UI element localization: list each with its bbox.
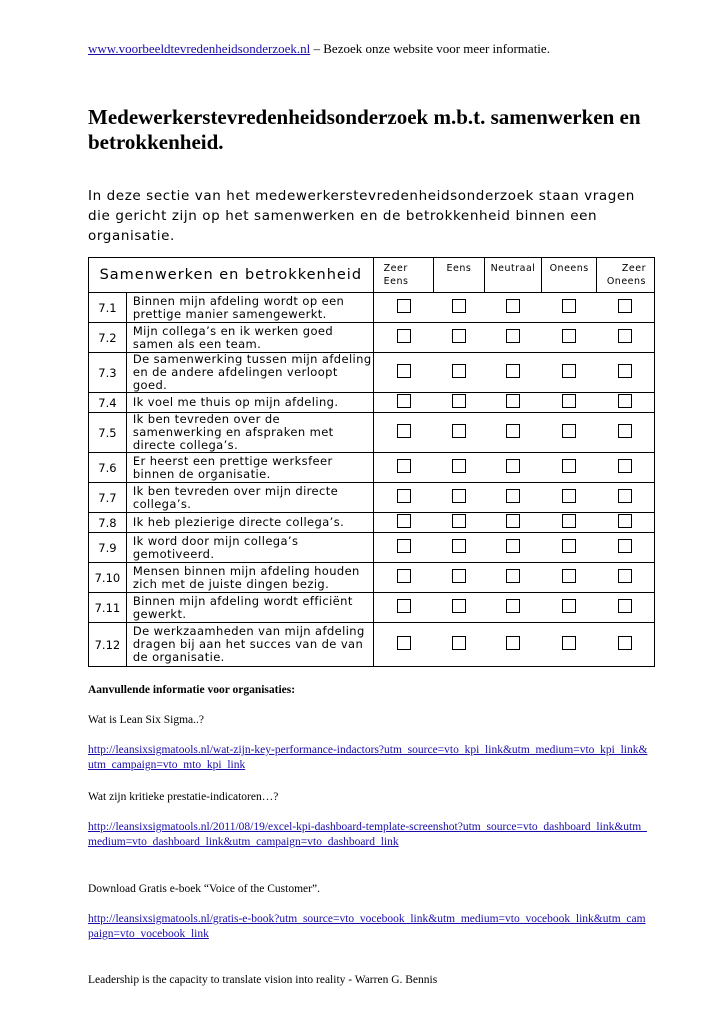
answer-checkbox[interactable]	[397, 514, 411, 528]
answer-checkbox[interactable]	[452, 489, 466, 503]
option-cell	[373, 453, 433, 483]
question-text: Mijn collega’s en ik werken goed samen als een team.	[126, 323, 373, 353]
answer-checkbox[interactable]	[506, 394, 520, 408]
question-number: 7.5	[89, 413, 127, 453]
option-cell	[542, 323, 597, 353]
option-cell	[434, 533, 484, 563]
option-cell	[596, 353, 654, 393]
answer-checkbox[interactable]	[618, 424, 632, 438]
answer-checkbox[interactable]	[562, 599, 576, 613]
footer-quote: Leadership is the capacity to translate vision into reality - Warren G. Bennis	[88, 974, 438, 986]
option-cell	[373, 323, 433, 353]
intro-paragraph: In deze sectie van het medewerkerstevredenheidsonderzoek staan vragen die gericht zijn op het samenwerken en de betrokkenheid binnen een organisatie.	[88, 188, 635, 244]
info-link-3[interactable]: http://leansixsigmatools.nl/gratis-e-book?utm_source=vto_vocebook_link&utm_medium=vto_vocebook_link&utm_campaign=vto_vocebook_link	[88, 913, 646, 940]
question-text: Mensen binnen mijn afdeling houden zich met de juiste dingen bezig.	[126, 563, 373, 593]
answer-checkbox[interactable]	[397, 329, 411, 343]
option-cell	[542, 593, 597, 623]
answer-checkbox[interactable]	[452, 424, 466, 438]
option-cell	[542, 533, 597, 563]
option-cell	[596, 413, 654, 453]
option-header: Zeer Oneens	[596, 258, 654, 293]
option-cell	[434, 323, 484, 353]
question-text: Ik ben tevreden over de samenwerking en afspraken met directe collega’s.	[126, 413, 373, 453]
answer-checkbox[interactable]	[618, 299, 632, 313]
question-text: De samenwerking tussen mijn afdeling en de andere afdelingen verloopt goed.	[126, 353, 373, 393]
table-header-row	[89, 258, 655, 293]
answer-checkbox[interactable]	[452, 569, 466, 583]
answer-checkbox[interactable]	[506, 539, 520, 553]
option-cell	[373, 483, 433, 513]
table-row	[89, 453, 655, 483]
question-text: Binnen mijn afdeling wordt efficiënt gewerkt.	[126, 593, 373, 623]
option-cell	[542, 623, 597, 667]
answer-checkbox[interactable]	[506, 599, 520, 613]
option-cell	[434, 453, 484, 483]
question-text: Ik voel me thuis op mijn afdeling.	[126, 393, 373, 413]
option-cell	[484, 563, 542, 593]
option-cell	[484, 623, 542, 667]
answer-checkbox[interactable]	[506, 329, 520, 343]
answer-checkbox[interactable]	[452, 329, 466, 343]
header-text: – Bezoek onze website voor meer informatie.	[310, 41, 550, 56]
option-cell	[373, 393, 433, 413]
page-title: Medewerkerstevredenheidsonderzoek m.b.t. samenwerken en betrokkenheid.	[88, 105, 641, 154]
question-number: 7.8	[89, 513, 127, 533]
option-cell	[434, 513, 484, 533]
answer-checkbox[interactable]	[506, 364, 520, 378]
table-row	[89, 413, 655, 453]
answer-checkbox[interactable]	[562, 394, 576, 408]
answer-checkbox[interactable]	[506, 299, 520, 313]
option-cell	[434, 593, 484, 623]
answer-checkbox[interactable]	[506, 424, 520, 438]
answer-checkbox[interactable]	[397, 364, 411, 378]
answer-checkbox[interactable]	[397, 394, 411, 408]
question-number: 7.4	[89, 393, 127, 413]
answer-checkbox[interactable]	[506, 569, 520, 583]
option-cell	[434, 393, 484, 413]
table-heading: Samenwerken en betrokkenheid	[89, 258, 374, 293]
answer-checkbox[interactable]	[618, 394, 632, 408]
option-cell	[484, 323, 542, 353]
info-heading: Aanvullende informatie voor organisaties:	[88, 684, 296, 696]
option-cell	[484, 533, 542, 563]
answer-checkbox[interactable]	[397, 539, 411, 553]
question-number: 7.6	[89, 453, 127, 483]
option-cell	[542, 563, 597, 593]
option-cell	[596, 393, 654, 413]
option-cell	[484, 293, 542, 323]
option-cell	[596, 563, 654, 593]
option-cell	[484, 593, 542, 623]
option-cell	[596, 323, 654, 353]
option-cell	[373, 593, 433, 623]
option-cell	[373, 563, 433, 593]
table-row	[89, 393, 655, 413]
option-cell	[596, 623, 654, 667]
option-cell	[484, 413, 542, 453]
option-cell	[434, 623, 484, 667]
answer-checkbox[interactable]	[618, 539, 632, 553]
option-cell	[542, 513, 597, 533]
answer-checkbox[interactable]	[618, 636, 632, 650]
option-cell	[596, 453, 654, 483]
option-cell	[542, 453, 597, 483]
table-row	[89, 293, 655, 323]
question-number: 7.3	[89, 353, 127, 393]
table-row	[89, 323, 655, 353]
answer-checkbox[interactable]	[618, 514, 632, 528]
answer-checkbox[interactable]	[452, 364, 466, 378]
question-number: 7.2	[89, 323, 127, 353]
table-row	[89, 353, 655, 393]
answer-checkbox[interactable]	[506, 489, 520, 503]
option-cell	[484, 393, 542, 413]
option-cell	[596, 483, 654, 513]
option-cell	[542, 483, 597, 513]
info-link-2[interactable]: http://leansixsigmatools.nl/2011/08/19/excel-kpi-dashboard-template-screenshot?utm_source=vto_dashboard_link&utm_medium=vto_dashboard_link&utm_campaign=vto_dashboard_link	[88, 821, 647, 848]
table-row	[89, 593, 655, 623]
answer-checkbox[interactable]	[562, 539, 576, 553]
answer-checkbox[interactable]	[506, 636, 520, 650]
answer-checkbox[interactable]	[452, 636, 466, 650]
option-cell	[484, 513, 542, 533]
answer-checkbox[interactable]	[562, 489, 576, 503]
answer-checkbox[interactable]	[562, 424, 576, 438]
question-text: Ik word door mijn collega’s gemotiveerd.	[126, 533, 373, 563]
option-cell	[373, 293, 433, 323]
option-cell	[596, 293, 654, 323]
option-cell	[484, 483, 542, 513]
info-question-3: Download Gratis e-boek “Voice of the Customer”.	[88, 883, 320, 895]
question-text: Er heerst een prettige werksfeer binnen de organisatie.	[126, 453, 373, 483]
info-link-1[interactable]: http://leansixsigmatools.nl/wat-zijn-key-performance-indactors?utm_source=vto_kpi_link&utm_medium=vto_kpi_link&utm_campaign=vto_mto_kpi_link	[88, 744, 648, 771]
option-cell	[434, 353, 484, 393]
option-cell	[373, 513, 433, 533]
option-cell	[484, 453, 542, 483]
answer-checkbox[interactable]	[618, 364, 632, 378]
answer-checkbox[interactable]	[562, 569, 576, 583]
answer-checkbox[interactable]	[397, 489, 411, 503]
answer-checkbox[interactable]	[562, 636, 576, 650]
table-row	[89, 533, 655, 563]
answer-checkbox[interactable]	[618, 489, 632, 503]
question-text: Binnen mijn afdeling wordt op een prettige manier samengewerkt.	[126, 293, 373, 323]
option-cell	[434, 413, 484, 453]
option-cell	[596, 533, 654, 563]
answer-checkbox[interactable]	[618, 569, 632, 583]
option-cell	[596, 593, 654, 623]
option-cell	[373, 353, 433, 393]
answer-checkbox[interactable]	[618, 459, 632, 473]
table-row	[89, 483, 655, 513]
option-cell	[542, 353, 597, 393]
option-cell	[542, 393, 597, 413]
option-header: Neutraal	[484, 258, 542, 293]
answer-checkbox[interactable]	[562, 299, 576, 313]
option-cell	[596, 513, 654, 533]
answer-checkbox[interactable]	[506, 459, 520, 473]
answer-checkbox[interactable]	[452, 514, 466, 528]
option-cell	[373, 413, 433, 453]
answer-checkbox[interactable]	[397, 569, 411, 583]
option-header: Eens	[434, 258, 484, 293]
option-cell	[434, 483, 484, 513]
option-cell	[484, 353, 542, 393]
answer-checkbox[interactable]	[618, 599, 632, 613]
question-number: 7.12	[89, 623, 127, 667]
survey-table	[88, 257, 655, 667]
answer-checkbox[interactable]	[397, 299, 411, 313]
answer-checkbox[interactable]	[562, 514, 576, 528]
question-number: 7.11	[89, 593, 127, 623]
option-cell	[434, 293, 484, 323]
option-cell	[434, 563, 484, 593]
question-number: 7.1	[89, 293, 127, 323]
question-text: Ik ben tevreden over mijn directe collega’s.	[126, 483, 373, 513]
answer-checkbox[interactable]	[452, 299, 466, 313]
option-cell	[542, 413, 597, 453]
answer-checkbox[interactable]	[562, 364, 576, 378]
website-link[interactable]: www.voorbeeldtevredenheidsonderzoek.nl	[88, 41, 311, 56]
question-number: 7.7	[89, 483, 127, 513]
answer-checkbox[interactable]	[397, 459, 411, 473]
answer-checkbox[interactable]	[452, 394, 466, 408]
answer-checkbox[interactable]	[618, 329, 632, 343]
question-number: 7.10	[89, 563, 127, 593]
question-text: De werkzaamheden van mijn afdeling dragen bij aan het succes van de van de organisatie.	[126, 623, 373, 667]
answer-checkbox[interactable]	[397, 424, 411, 438]
table-row	[89, 513, 655, 533]
page-header	[88, 41, 550, 57]
answer-checkbox[interactable]	[452, 459, 466, 473]
answer-checkbox[interactable]	[397, 636, 411, 650]
answer-checkbox[interactable]	[452, 539, 466, 553]
answer-checkbox[interactable]	[562, 459, 576, 473]
option-header: Oneens	[542, 258, 597, 293]
question-number: 7.9	[89, 533, 127, 563]
question-text: Ik heb plezierige directe collega’s.	[126, 513, 373, 533]
option-header: Zeer Eens	[373, 258, 433, 293]
info-question-1: Wat is Lean Six Sigma..?	[88, 714, 204, 726]
info-question-2: Wat zijn kritieke prestatie-indicatoren…?	[88, 791, 279, 803]
option-cell	[373, 623, 433, 667]
answer-checkbox[interactable]	[506, 514, 520, 528]
answer-checkbox[interactable]	[397, 599, 411, 613]
table-row	[89, 563, 655, 593]
answer-checkbox[interactable]	[452, 599, 466, 613]
answer-checkbox[interactable]	[562, 329, 576, 343]
table-row	[89, 623, 655, 667]
option-cell	[373, 533, 433, 563]
option-cell	[542, 293, 597, 323]
